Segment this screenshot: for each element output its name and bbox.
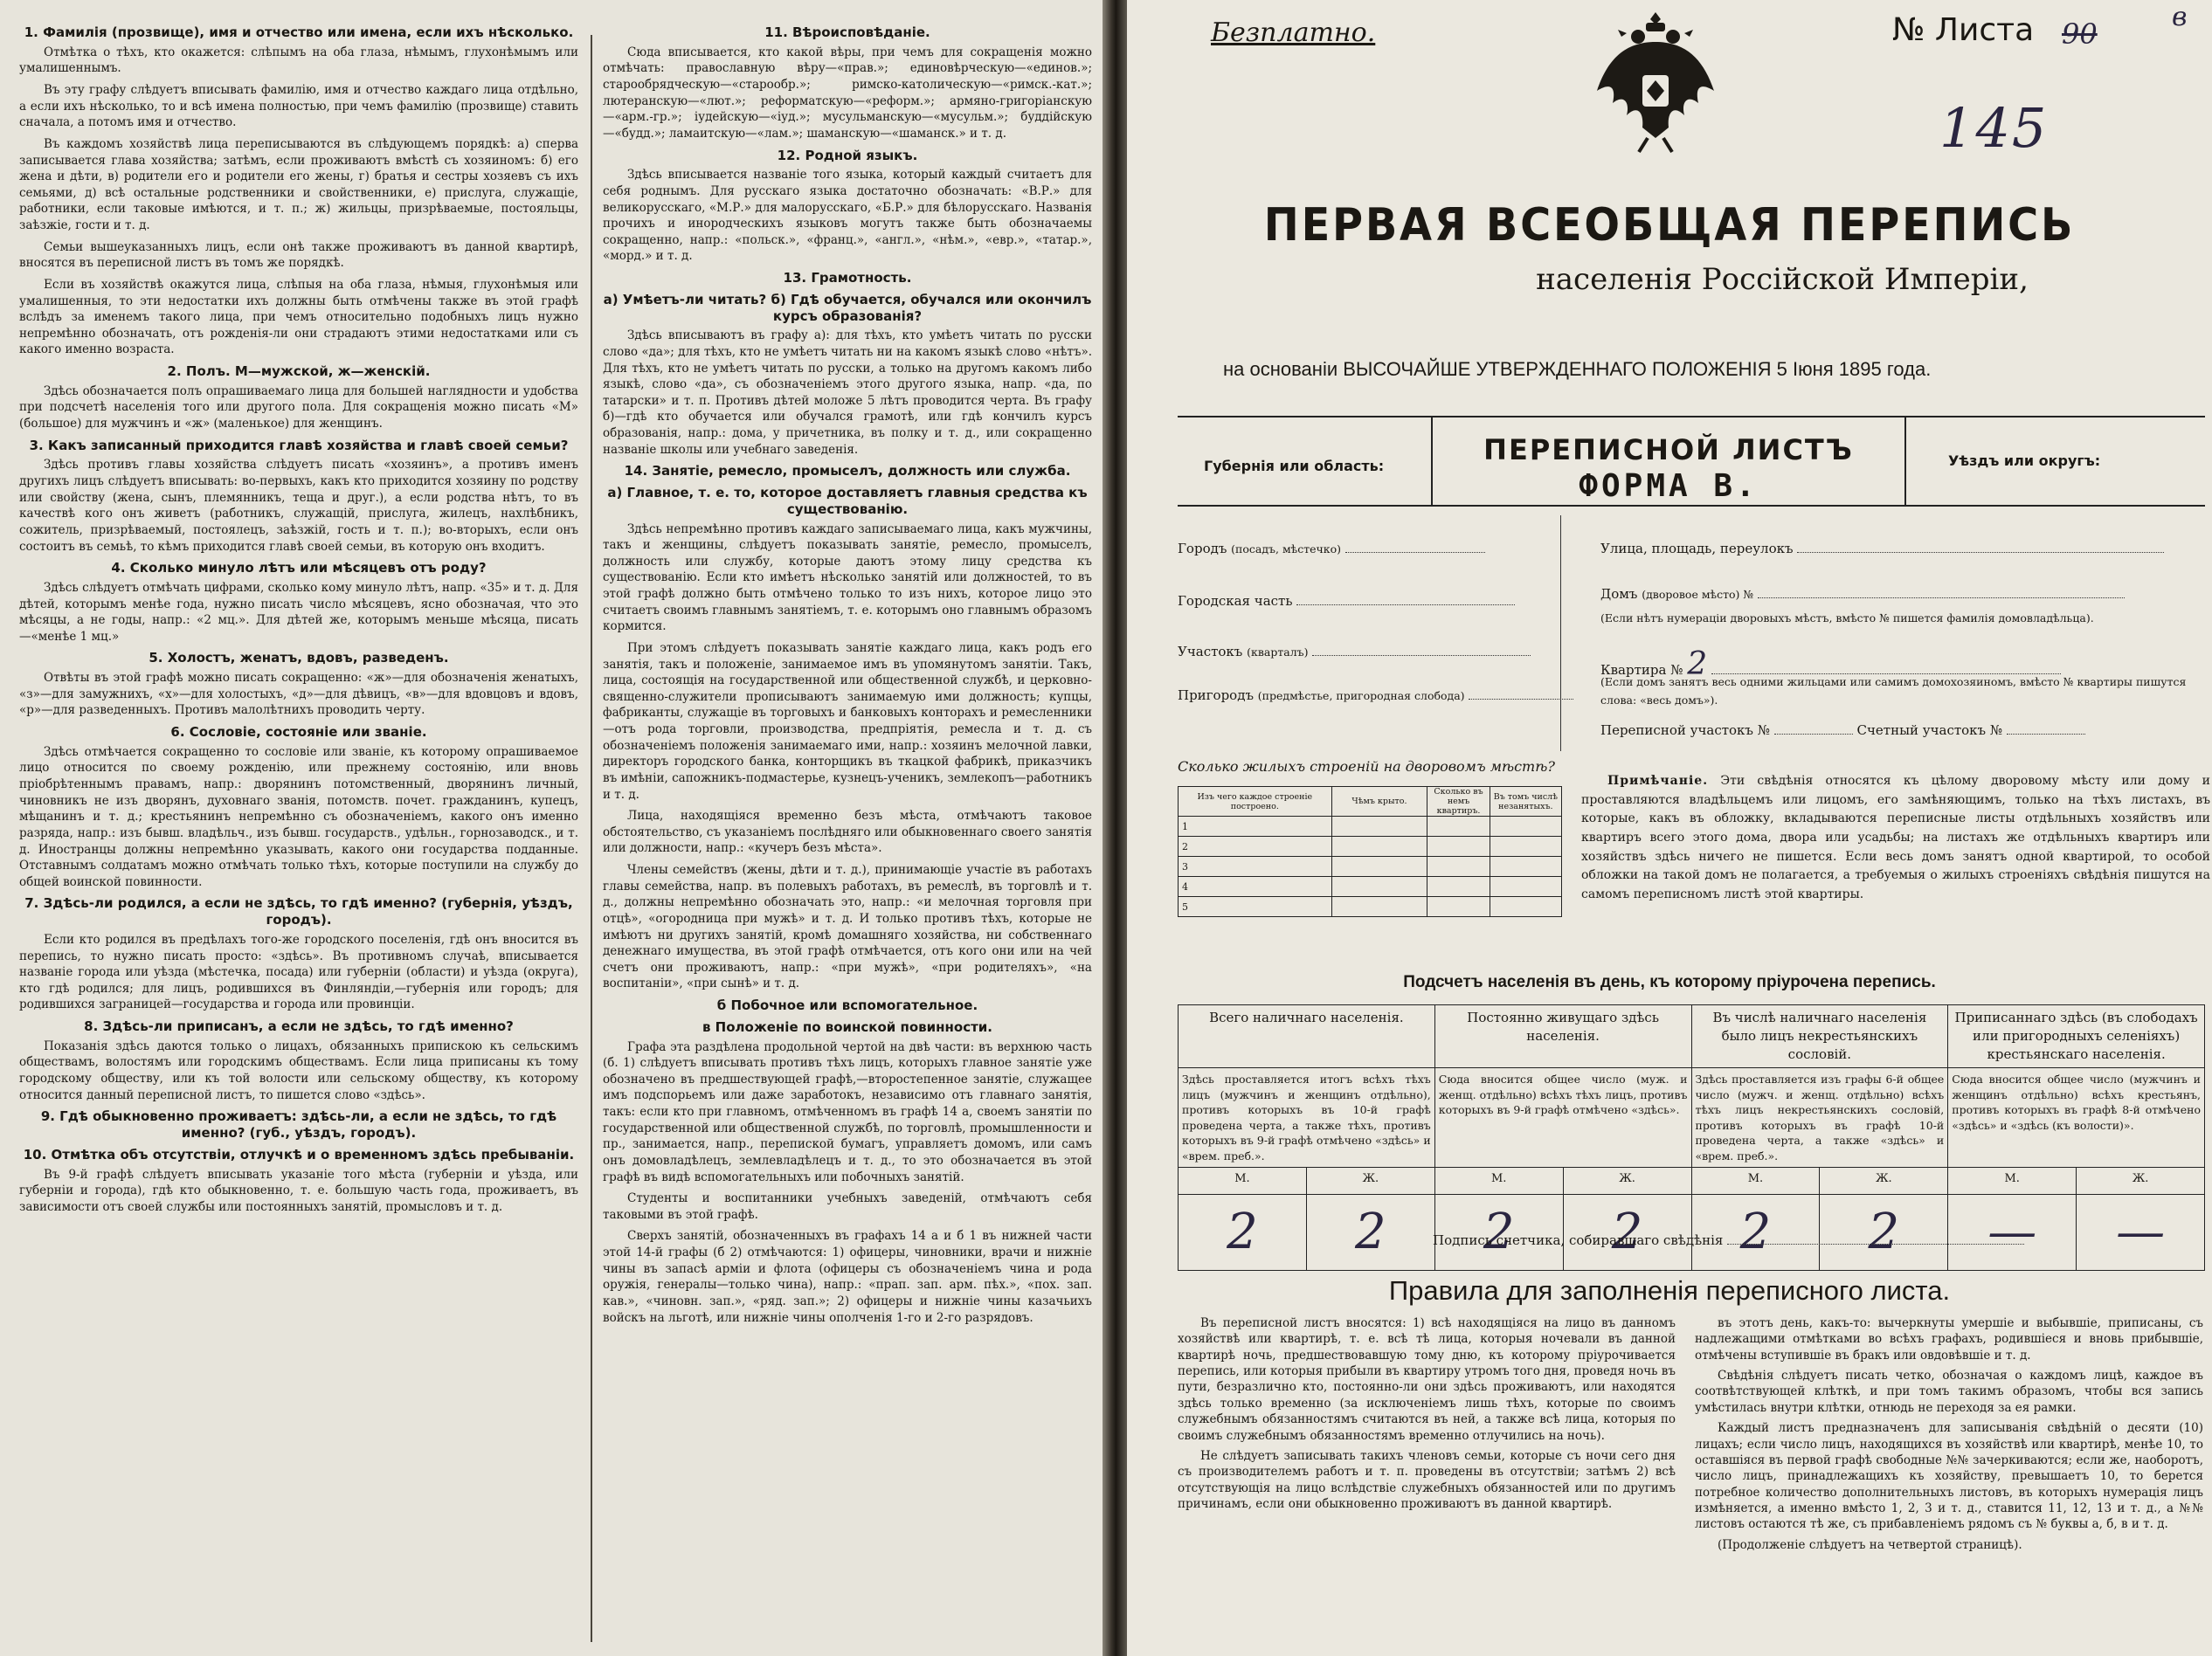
row-number: 5 (1179, 897, 1332, 917)
table-row (1179, 857, 1562, 877)
population-count-title: Подсчетъ населенія въ день, къ которому пріурочена перепись. (1403, 973, 1936, 991)
paragraph: Здѣсь вписываютъ въ графу а): для тѣхъ, кто умѣетъ читать по русски слово «да»; для тѣхъ, кто не умѣетъ читать ни на какомъ языкѣ слово «нѣтъ». Для тѣхъ, кто не умѣетъ читать по русски, а только на другомъ какомъ либо языкѣ, слово «да», съ обозначеніемъ этого другого языка, напр. «да, по татарски» и т. п. Противъ дѣтей моложе 5 лѣтъ проводится черта. Въ графу б)—гдѣ кто обучается или обучался грамотѣ, или гдѣ кончилъ курсъ образованія, напр.: дома, у причетника, въ полку и т. д., или сокращенно названіе школы или учебнаго заведенія. (603, 328, 1092, 457)
count-header-resident: Постоянно живущаго здѣсь населенія. (1434, 1005, 1691, 1068)
count-present-male[interactable]: 2 (1179, 1195, 1307, 1271)
suburb-note: (предмѣстье, пригородная слобода) (1257, 689, 1465, 702)
city-input-line[interactable] (1345, 540, 1485, 553)
document-title: ПЕРВАЯ ВСЕОБЩАЯ ПЕРЕПИСЬ (1263, 199, 2076, 252)
sex-label: Ж. (2077, 1168, 2205, 1195)
paragraph: Лица, находящіяся временно безъ мѣста, отмѣчаютъ таковое обстоятельство, съ указаніемъ послѣдняго или обыкновеннаго своего занятія или должности, напр.: «кучеръ безъ мѣста». (603, 809, 1092, 856)
table-cell[interactable] (1427, 837, 1490, 857)
counting-section-input-line[interactable] (2007, 721, 2085, 735)
count-desc-resident: Сюда вносится общее число (муж. и женщ. отдѣльно) всѣхъ тѣхъ лицъ, противъ которыхъ въ 9-й графѣ отмѣчено «здѣсь». (1434, 1068, 1691, 1168)
house-hint-text: (Если нѣтъ нумераціи дворовыхъ мѣстъ, вмѣсто № пишется фамилія домовладѣльца). (1600, 611, 2094, 624)
count-description-row (1179, 1068, 2205, 1168)
count-header-peasant: Приписаннаго здѣсь (въ слободахъ или пригородныхъ селеніяхъ) крестьянскаго населенія. (1948, 1005, 2205, 1068)
paragraph: Если въ хозяйствѣ окажутся лица, слѣпыя на оба глаза, нѣмыя, глухонѣмыя или умалишенныя, то эти недостатки ихъ должны быть отмѣчены также въ этой графѣ вслѣдъ за именемъ такого лица, при чемъ относительно подобныхъ лицъ нужно непремѣнно обозначать, отъ рожденія-ли они страдаютъ этими недостатками или съ какого именно возраста. (19, 277, 578, 357)
count-resident-female[interactable]: 2 (1563, 1195, 1691, 1271)
left-page (0, 0, 1103, 1656)
section-heading: 11. Вѣроисповѣданіе. (764, 24, 930, 40)
section-heading: 14. Занятіе, ремесло, промыселъ, должность или служба. (624, 463, 1071, 480)
column-divider (591, 35, 592, 1642)
paragraph: Члены семействъ (жены, дѣти и т. д.), принимающіе участіе въ работахъ главы семейства, напр. въ полевыхъ работахъ, въ ремеслѣ, въ торговлѣ и т. д., должны непремѣнно обозначать это, напр.: «и мелочная торговля при отцѣ», «огородница при мужѣ» и т. д. И только противъ тѣхъ, которые не имѣютъ ни другихъ занятій, кромѣ домашняго хозяйства, ни собственнаго денежнаго имущества, въ этой графѣ отмѣчается, отъ кого они или на чей счетъ они проживаютъ, напр.: «при мужѣ», «при родителяхъ», «на воспитаніи», «при сынѣ» и т. д. (603, 863, 1092, 991)
paragraph: Семьи вышеуказанныхъ лицъ, если онѣ также проживаютъ въ данной квартирѣ, вносятся въ переписной листъ въ томъ же порядкѣ. (19, 239, 578, 271)
flat-hint (1600, 673, 2203, 709)
city-field[interactable] (1178, 540, 1485, 556)
paragraph: Показанія здѣсь даются только о лицахъ, обязанныхъ припискою къ сельскимъ обществамъ, волостямъ или городскимъ обществамъ. Если лица приписаны къ тому городскому обществу, или къ той волости или сельскому обществу, къ которому относится данный переписной листъ, то пишется слово «здѣсь». (19, 1038, 578, 1102)
count-non-peasant-female[interactable]: 2 (1820, 1195, 1948, 1271)
census-section-label: Переписной участокъ № (1600, 722, 1770, 738)
sex-label: Ж. (1820, 1168, 1948, 1195)
flat-hint-text: (Если домъ занятъ весь одними жильцами или самимъ домохозяиномъ, вмѣсто № квартиры пишутся слова: «весь домъ»). (1600, 675, 2187, 707)
table-cell[interactable] (1331, 817, 1427, 837)
counter-signature-field[interactable] (1433, 1232, 2024, 1248)
rule-paragraph: въ этотъ день, какъ-то: вычеркнуты умершіе и выбывшіе, приписаны, съ надлежащими отмѣтками во всѣхъ графахъ, родившіеся и вновь прибывшіе, отмѣчены вступившіе въ бракъ или овдовѣвшіе и т. д. (1695, 1316, 2203, 1363)
table-cell[interactable] (1427, 897, 1490, 917)
table-cell[interactable] (1427, 877, 1490, 897)
buildings-col-flats: Сколько въ немъ квартиръ. (1427, 787, 1490, 817)
rule-paragraph: Не слѣдуетъ записывать такихъ членовъ семьи, которые съ ночи сего дня съ производителемъ работъ и т. п. проведены въ отсутствіи; затѣмъ 2) всѣ отсутствующія на лицо вслѣдствіе служебныхъ обязанностей или по другимъ причинамъ, если они обыкновенно проживаютъ въ данной квартирѣ. (1178, 1448, 1676, 1511)
rules-column-right (1695, 1315, 2203, 1557)
sheet-number-new-handwritten: 145 (1939, 96, 2049, 160)
house-note: (дворовое мѣсто) № (1642, 588, 1754, 601)
buildings-question: Сколько жилыхъ строеній на дворовомъ мѣстѣ? (1178, 758, 1555, 775)
buildings-table (1178, 786, 1562, 917)
row-number: 1 (1179, 817, 1332, 837)
sex-label: М. (1434, 1168, 1563, 1195)
house-input-line[interactable] (1758, 585, 2125, 598)
city-note: (посадъ, мѣстечко) (1231, 542, 1341, 555)
count-peasant-male[interactable]: — (1948, 1195, 2077, 1271)
sex-label: Ж. (1306, 1168, 1434, 1195)
paragraph: Въ эту графу слѣдуетъ вписывать фамилію, имя и отчество каждаго лица отдѣльно, а если ихъ нѣсколько, то и всѣ имена полностью, при чемъ фамилію (прозвище) ставить сначала, а потомъ имя и отчество. (19, 83, 578, 130)
paragraph: Здѣсь противъ главы хозяйства слѣдуетъ писать «хозяинъ», а противъ именъ другихъ лицъ слѣдуетъ вписывать: во-первыхъ, какъ кто приходится хозяину по родству или свойству (жена, сынъ, племянникъ, теща и друг.), а если родства нѣтъ, то въ качествѣ кого онъ живетъ (работникъ, служащій, прислуга, жилецъ, нахлѣбникъ, сожитель, призрѣваемый, постоялецъ, заѣзжій, гость и т. п.); во-вторыхъ, если онъ состоитъ въ семьѣ, то кѣмъ приходится главѣ своей семьи, въ которую онъ входитъ. (19, 458, 578, 554)
count-header-non-peasant: Въ числѣ наличнаго населенія было лицъ некрестьянскихъ сословій. (1691, 1005, 1948, 1068)
precinct-note: (кварталъ) (1247, 645, 1309, 659)
section-heading: а) Главное, т. е. то, которое доставляетъ главныя средства къ существованію. (607, 485, 1088, 517)
signature-label: Подпись счетчика, собиравшаго свѣдѣнія (1433, 1232, 1724, 1248)
city-part-field[interactable] (1178, 592, 1515, 609)
sex-label: М. (1948, 1168, 2077, 1195)
paragraph: При этомъ слѣдуетъ показывать занятіе каждаго лица, какъ родъ его занятія, такъ и положеніе, занимаемое имъ въ упомянутомъ занятіи. Такъ, лица, состоящія на государственной или общественной службѣ, и церковно-священно-служители прописываютъ занимаемую ими должность; купцы, фабриканты, служащіе въ торговыхъ и банковыхъ конторахъ и ремесленники—отъ рода торговли, производства, предпріятія, ремесла и т. д. съ обозначеніемъ положенія занимаемаго ими, напр.: хозяинъ мелочной лавки, директоръ городского банка, конторщикъ въ ткацкой фабрикѣ, приказчикъ въ имѣніи, сапожникъ-подмастерье, кузнецъ-ученикъ, землекопъ—работникъ и т. д. (603, 640, 1092, 802)
section-heading: 8. Здѣсь-ли приписанъ, а если не здѣсь, то гдѣ именно? (84, 1018, 514, 1034)
form-code-label: ФОРМА В. (1579, 468, 1759, 504)
rule-paragraph: Каждый листъ предназначенъ для записыванія свѣдѣній о десяти (10) лицахъ; если число лицъ, находящихся въ хозяйствѣ или квартирѣ, менѣе 10, то оставшіяся въ первой графѣ свободные №№ зачеркиваются; если же, наоборотъ, число лицъ, принадлежащихъ къ хозяйству, превышаетъ 10, то берется потребное количество дополнительныхъ листовъ, въ которыхъ нумерація лицъ измѣняется, а именно вмѣсто 1, 2, 3 и т. д., ставится 11, 12, 13 и т. д., а №№ листовъ остаются тѣ же, съ прибавленіемъ рядомъ съ № буквы а, б, в и т. д. (1695, 1421, 2203, 1532)
table-cell[interactable] (1331, 837, 1427, 857)
section-heading: 6. Сословіе, состояніе или званіе. (170, 724, 427, 740)
paragraph: Въ 9-й графѣ слѣдуетъ вписывать указаніе того мѣста (губерніи и уѣзда, или губерніи и города), гдѣ кто обыкновенно, т. е. большую часть года, проживаетъ, въ зависимости отъ своей службы или постоянныхъ занятій, промысловъ и т. д. (19, 1167, 578, 1214)
form-header-box (1178, 416, 2205, 507)
count-header-present: Всего наличнаго населенія. (1179, 1005, 1435, 1068)
table-row (1179, 877, 1562, 897)
city-part-input-line[interactable] (1296, 592, 1515, 605)
paragraph: Сюда вписывается, кто какой вѣры, при чемъ для сокращенія можно отмѣчать: православную вѣру—«прав.»; единовѣрческую—«единов.»; старообрядческую—«старообр.»; римско-католическую—«римск.-кат.»; лютеранскую—«лют.»; реформатскую—«реформ.»; армяно-григоріанскую—«арм.-гр.»; іудейскую—«іуд.»; мусульманскую—«мусульм.»; буддійскую—«будд.»; ламаитскую—«лам.»; шаманскую—«шаманск.» и т. д. (603, 45, 1092, 141)
table-row (1179, 817, 1562, 837)
table-cell[interactable] (1490, 857, 1561, 877)
section-heading: 13. Грамотность. (783, 270, 912, 286)
precinct-label: Участокъ (1178, 644, 1243, 659)
suburb-label: Пригородъ (1178, 687, 1254, 703)
paragraph: Въ каждомъ хозяйствѣ лица переписываются въ слѣдующемъ порядкѣ: а) сперва записывается глава хозяйства; затѣмъ, если проживаютъ вмѣстѣ съ хозяиномъ: б) его жена и дѣти, в) родители его и родители его жены, г) братья и сестры хозяевъ съ ихъ семьями, д) всѣ остальные родственники и свойственники, е) прислуга, служащіе, работники, если таковые имѣются, и т. п.; ж) жильцы, призрѣваемые, постояльцы, заѣзжіе, гости и т. д. (19, 136, 578, 232)
row-number: 2 (1179, 837, 1332, 857)
note-text: Эти свѣдѣнія относятся къ цѣлому дворовому мѣсту или дому и проставляются владѣльцемъ или лицомъ, его замѣняющимъ, только на тѣхъ листахъ, въ которые, какъ въ обложку, вкладываются переписные листы отдѣльныхъ хозяйствъ или квартиръ всего этого дома, двора или усадьбы; на листахъ же отдѣльныхъ квартиръ или хозяйствъ здѣсь ничего не пишется. Если весь домъ занятъ одной квартирой, то особой обложки на такой домъ не полагается, а требуемыя о жилыхъ строеніяхъ свѣдѣнія пишутся на самомъ переписномъ листѣ этой квартиры. (1581, 774, 2211, 902)
table-cell[interactable] (1490, 837, 1561, 857)
suburb-field[interactable] (1178, 687, 1573, 703)
row-number: 3 (1179, 857, 1332, 877)
table-cell[interactable] (1331, 877, 1427, 897)
table-row (1179, 837, 1562, 857)
section-heading: 10. Отмѣтка объ отсутствіи, отлучкѣ и о временномъ здѣсь пребываніи. (23, 1146, 575, 1163)
sheet-number-letter-handwritten: в (2172, 2, 2188, 32)
section-heading: 9. Гдѣ обыкновенно проживаетъ: здѣсь-ли, а если не здѣсь, то гдѣ именно? (губ., уѣздъ, городъ). (40, 1108, 557, 1141)
buildings-col-material: Изъ чего каждое строеніе построено. (1179, 787, 1332, 817)
row-number: 4 (1179, 877, 1332, 897)
count-non-peasant-male[interactable]: 2 (1691, 1195, 1820, 1271)
province-cell (1178, 417, 1433, 505)
section-heading: в Положеніе по воинской повинности. (702, 1018, 993, 1035)
paragraph: Здѣсь отмѣчается сокращенно то сословіе или званіе, къ которому опрашиваемое лицо относится по своему рожденію, или прежнему состоянію, или вновь пріобрѣтеннымъ правамъ, напр.: дворянинъ потомственный, дворянинъ личный, чиновникъ не изъ дворянъ, духовнаго званія, потомств. почет. гражданинъ, купецъ, мѣщанинъ и т. д.; крестьянинъ непремѣнно съ обозначеніемъ, какого онъ именно разряда, напр.: изъ бывш. владѣльч., изъ бывш. государств., удѣльн., горнозаводск., и т. д. Иностранцы должны непремѣнно указывать, какого они государства подданные. Отставнымъ солдатамъ можно отмѣчать только тѣхъ, которые поступили на службу до общей воинской повинности. (19, 744, 578, 889)
flat-label: Квартира № (1600, 662, 1683, 678)
instructions-column-2 (603, 19, 1092, 1649)
street-field[interactable] (1600, 540, 2164, 556)
rule-paragraph: Въ переписной листъ вносятся: 1) всѣ находящіяся на лицо въ данномъ хозяйствѣ или квартирѣ, т. е. всѣ тѣ лица, которыя ночевали въ данной квартирѣ ночь, предшествовавшую тому дню, къ которому пріурочивается перепись, или которыя прибыли въ квартиру утромъ того дня, проведя ночь въ пути, безразлично кто, постоянно-ли они здѣсь проживаютъ, или находятся здѣсь только временно (за исключеніемъ лишь тѣхъ, которые по своимъ служебнымъ обязанностямъ считаются въ ней, а также всѣ лица, которыя по своимъ служебнымъ обязанностямъ временно отлучились на ночь). (1178, 1316, 1676, 1443)
sex-label: М. (1179, 1168, 1307, 1195)
district-cell (1906, 417, 2203, 505)
section-heading: 7. Здѣсь-ли родился, а если не здѣсь, то гдѣ именно? (губернія, уѣздъ, городъ). (24, 895, 573, 928)
table-cell[interactable] (1427, 857, 1490, 877)
legal-basis-line: на основаніи ВЫСОЧАЙШЕ УТВЕРЖДЕННАГО ПОЛОЖЕНІЯ 5 Іюня 1895 года. (1223, 358, 1932, 380)
count-peasant-female[interactable]: — (2077, 1195, 2205, 1271)
paragraph: Здѣсь слѣдуетъ отмѣчать цифрами, сколько кому минуло лѣтъ, напр. «35» и т. д. Для дѣтей, которымъ менѣе года, нужно писать число мѣсяцевъ, ясно обозначая, что это мѣсяцы, а не годы, напр.: «2 мц.». Для дѣтей же, которымъ меньше мѣсяца, писать—«менѣе 1 мц.» (19, 580, 578, 644)
count-present-female[interactable]: 2 (1306, 1195, 1434, 1271)
section-heading: 1. Фамилія (прозвище), имя и отчество или имена, если ихъ нѣсколько. (24, 24, 574, 40)
street-input-line[interactable] (1797, 540, 2164, 553)
rules-column-left (1178, 1315, 1676, 1516)
section-heading: 4. Сколько минуло лѣтъ или мѣсяцевъ отъ роду? (111, 560, 487, 576)
table-cell[interactable] (1427, 817, 1490, 837)
section-heading: а) Умѣетъ-ли читать? б) Гдѣ обучается, обучался или окончилъ курсъ образованія? (603, 291, 1092, 324)
counting-section-label: Счетный участокъ № (1856, 722, 2003, 738)
count-desc-non-peasant: Здѣсь проставляется изъ графы 6-й общее число (мужч. и женщ. отдѣльно) всѣхъ тѣхъ лицъ некрестьянскихъ сословій, противъ которыхъ въ графѣ 10-й проведена черта, а также «здѣсь» и «врем. преб.». (1691, 1068, 1948, 1168)
note-label: Примѣчаніе. (1607, 774, 1709, 788)
rules-title: Правила для заполненія переписного листа. (1388, 1275, 1951, 1306)
table-cell[interactable] (1331, 857, 1427, 877)
sheet-number-label: № Листа (1892, 12, 2035, 48)
paragraph: Сверхъ занятій, обозначенныхъ въ графахъ 14 а и б 1 въ нижней части этой 14-й графы (б 2) отмѣчаются: 1) офицеры, чиновники, врачи и нижніе чины въ запасѣ арміи и флота (офицеры съ обозначеніемъ чина и рода оружія, генералы—только чина), напр.: «прап. зап. арм. пѣх.», «пох. зап. кав.», «чиновн. зап.», «ряд. зап.»; 2) офицеры и нижніе чины казачьихъ войскъ на льготѣ, или нижніе чины ополченія 1-го и 2-го разрядовъ. (603, 1229, 1092, 1325)
signature-input-line[interactable] (1727, 1232, 2024, 1245)
rule-paragraph: (Продолженіе слѣдуетъ на четвертой страницѣ). (1718, 1537, 2022, 1552)
count-header-row (1179, 1005, 2205, 1068)
flat-number-handwritten: 2 (1687, 646, 1708, 682)
count-desc-peasant: Сюда вносится общее число (мужчинъ и женщинъ отдѣльно) всѣхъ крестьянъ, противъ которыхъ въ графѣ 8-й отмѣчено «здѣсь» и «здѣсь (къ волости)». (1948, 1068, 2205, 1168)
table-cell[interactable] (1490, 877, 1561, 897)
census-sheet-label: ПЕРЕПИСНОЙ ЛИСТЪ (1483, 433, 1854, 466)
paragraph: Здѣсь обозначается полъ опрашиваемаго лица для большей наглядности и удобства при подсчетѣ населенія того или другого пола. Для сокращенія можно писать «М» (большое) для мужчинъ и «ж» (маленькое) для женщинъ. (19, 383, 578, 431)
suburb-input-line[interactable] (1469, 687, 1573, 700)
form-name-cell (1433, 417, 1906, 505)
house-field[interactable] (1600, 585, 2125, 602)
section-heading: б Побочное или вспомогательное. (716, 997, 978, 1013)
book-spine (1103, 0, 1127, 1656)
count-resident-male[interactable]: 2 (1434, 1195, 1563, 1271)
count-sex-row (1179, 1168, 2205, 1195)
double-headed-eagle-emblem-icon (1590, 7, 1721, 155)
paragraph: Графа эта раздѣлена продольной чертой на двѣ части: въ верхнюю часть (б. 1) слѣдуетъ вписывать противъ тѣхъ лицъ, которыхъ главное занятіе уже обозначено въ предшествующей графѣ,—второстепенное занятіе, служащее имъ подспорьемъ или даже заработокъ, независимо отъ главнаго занятія, такъ: если кто при главномъ, отмѣченномъ въ графѣ 14 а, своемъ занятіи по государственной или общественной службѣ, по торговлѣ, промышленности и пр., занимается, напр., перепиской бумагъ, управляетъ домомъ, или самъ онъ домовладѣлецъ, землевладѣлецъ и т. д., то это обозначается въ этой графѣ въ видѣ вспомогательныхъ или побочныхъ занятій. (603, 1039, 1092, 1184)
house-hint (1600, 610, 2094, 625)
sex-label: М. (1691, 1168, 1820, 1195)
paragraph: Здѣсь непремѣнно противъ каждаго записываемаго лица, какъ мужчины, такъ и женщины, слѣдуетъ показывать занятіе, ремесло, промыселъ, должность или службу, которые даютъ этому лицу средства къ существованію. Если кто имѣетъ нѣсколько занятій или должностей, то въ этой графѣ должно быть отмѣчено только то изъ нихъ, которое лицо это считаетъ своимъ главнымъ занятіемъ, т. е. которымъ оно главнымъ образомъ кормится. (603, 521, 1092, 634)
paragraph: Если кто родился въ предѣлахъ того-же городского поселенія, гдѣ онъ вносится въ перепись, то нужно писать просто: «здѣсь». Въ противномъ случаѣ, вписывается названіе города или уѣзда (мѣстечка, посада) или губерніи (области) и уѣзда (округа), кто гдѣ родился; для лицъ, родившихся въ Финляндіи,—губернія или городъ; для родившихся заграницей—государства и города или провинціи. (19, 932, 578, 1012)
section-heading: 2. Полъ. М—мужской, ж—женскій. (167, 363, 431, 379)
precinct-input-line[interactable] (1312, 643, 1531, 656)
precinct-field[interactable] (1178, 643, 1531, 659)
city-part-label: Городская часть (1178, 593, 1293, 609)
paragraph: Отвѣты въ этой графѣ можно писать сокращенно: «ж»—для обозначенія женатыхъ, «з»—для замужнихъ, «х»—для холостыхъ, «д»—для дѣвицъ, «в»—для вдовцовъ и вдовъ, «р»—для разведенныхъ. Противъ малолѣтнихъ проводить черту. (19, 671, 578, 718)
section-heading: 3. Какъ записанный приходится главѣ хозяйства и главѣ своей семьи? (29, 437, 569, 453)
paragraph: Здѣсь вписывается названіе того языка, который каждый считаетъ для себя роднымъ. Для русскаго языка достаточно обозначать: «В.Р.» для великорусскаго, «М.Р.» для малорусскаго, «Б.Р.» для бѣлорусскаго. Названія прочихъ и инородческихъ языковъ могутъ также быть обозначаемы сокращенно, напр.: «польск.», «франц.», «англ.», «нѣм.», «евр.», «татар.», «морд.» и т. д. (603, 168, 1092, 264)
table-row (1179, 897, 1562, 917)
province-label: Губернія или область: (1204, 458, 1385, 474)
section-heading: 5. Холостъ, женатъ, вдовъ, разведенъ. (149, 650, 449, 666)
table-cell[interactable] (1331, 897, 1427, 917)
section-heading: 12. Родной языкъ. (777, 147, 918, 163)
paragraph: Отмѣтка о тѣхъ, кто окажется: слѣпымъ на оба глаза, нѣмымъ, глухонѣмымъ или умалишеннымъ. (19, 45, 578, 76)
free-of-charge-label: Безплатно. (1211, 17, 1376, 48)
table-cell[interactable] (1490, 897, 1561, 917)
buildings-col-roof: Чѣмъ крыто. (1331, 787, 1427, 817)
instructions-column-1 (19, 19, 578, 1649)
document-subtitle: населенія Россійской Имперіи, (1536, 262, 2029, 297)
buildings-col-vacant: Въ томъ числѣ незанятыхъ. (1490, 787, 1561, 817)
district-label: Уѣздъ или округъ: (1948, 452, 2101, 469)
table-cell[interactable] (1490, 817, 1561, 837)
census-section-input-line[interactable] (1774, 721, 1853, 735)
city-label: Городъ (1178, 541, 1227, 556)
census-section-field[interactable] (1600, 721, 2085, 738)
right-page (1127, 0, 2212, 1656)
street-label: Улица, площадь, переулокъ (1600, 541, 1794, 556)
address-divider (1560, 515, 1561, 751)
sex-label: Ж. (1563, 1168, 1691, 1195)
rule-paragraph: Свѣдѣнія слѣдуетъ писать четко, обозначая о каждомъ лицѣ, каждое въ соотвѣтствующей клѣткѣ, и при томъ такимъ образомъ, чтобы вся запись умѣстилась внутри клѣтки, отнюдь не переходя за ея рамки. (1695, 1369, 2203, 1415)
count-desc-present: Здѣсь проставляется итогъ всѣхъ тѣхъ лицъ (мужчинъ и женщинъ отдѣльно), противъ которыхъ въ 10-й графѣ проведена черта, а также тѣхъ, противъ которыхъ въ 9-й графѣ отмѣчено «здѣсь» и «врем. преб.». (1179, 1068, 1435, 1168)
buildings-note (1581, 772, 2210, 905)
sheet-number-old-handwritten: 90 (2062, 17, 2098, 51)
paragraph: Студенты и воспитанники учебныхъ заведеній, отмѣчаютъ себя таковыми въ этой графѣ. (603, 1191, 1092, 1222)
house-label: Домъ (1600, 586, 1638, 602)
